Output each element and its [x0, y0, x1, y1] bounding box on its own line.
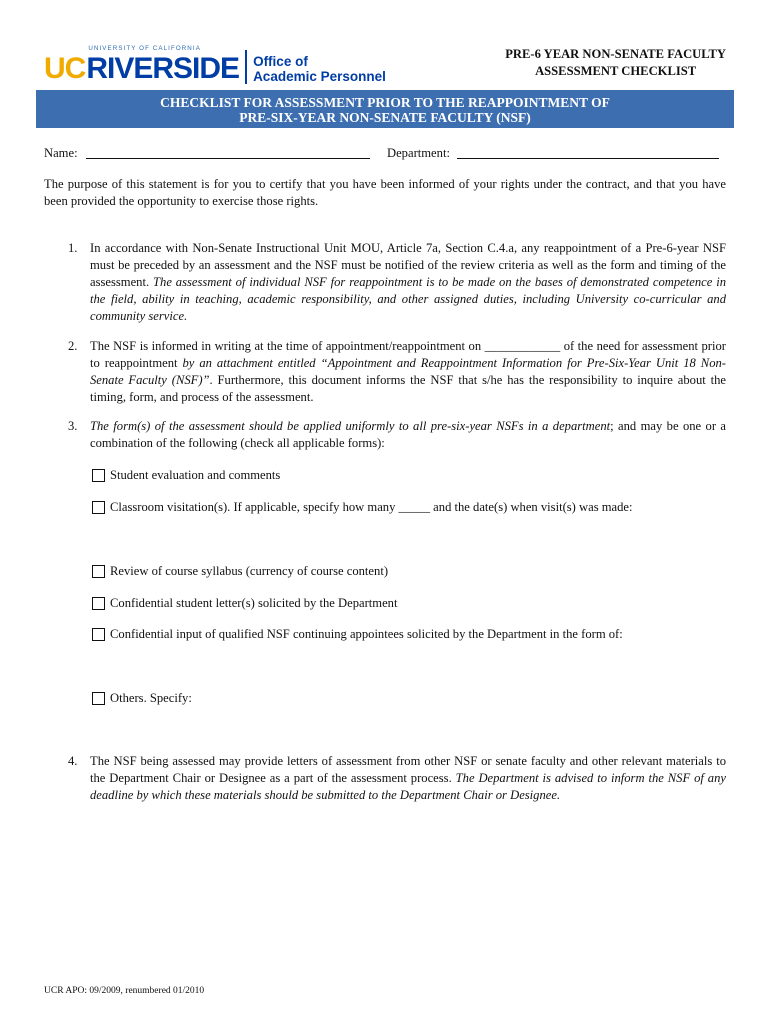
department-field[interactable] [457, 158, 719, 159]
item-number: 3. [68, 419, 78, 433]
checkbox-student-evaluation[interactable] [92, 466, 280, 484]
checkbox-others[interactable] [92, 689, 192, 707]
checkbox-course-syllabus[interactable] [92, 562, 388, 580]
logo-riverside-wrap [86, 45, 240, 85]
checkbox-label: Confidential student letter(s) solicited by the Department [110, 595, 398, 610]
logo-divider [245, 50, 247, 84]
checkbox-icon[interactable] [92, 628, 105, 641]
item-text [90, 418, 726, 452]
item-number: 4. [68, 754, 78, 768]
checkbox-icon[interactable] [92, 565, 105, 578]
logo-office-line1: Office of [253, 54, 308, 69]
item-text-italic: by an attachment entitled “Appointment and Reappointment Information for Pre-Six-Year Unit 18 Non-Senate Faculty (NSF)” [90, 356, 726, 387]
name-field[interactable] [86, 158, 370, 159]
item-text [90, 753, 726, 804]
checkbox-label: Confidential input of qualified NSF continuing appointees solicited by the Department in the form of: [110, 626, 623, 641]
document-title [505, 46, 726, 80]
purpose-statement: The purpose of this statement is for you to certify that you have been informed of your rights under the contract, and that you have been provided the opportunity to exercise those rights. [44, 177, 726, 208]
checklist-banner [36, 90, 734, 128]
document-title-line2: ASSESSMENT CHECKLIST [535, 64, 697, 78]
checkbox-label: Student evaluation and comments [110, 467, 281, 482]
checkbox-label: Classroom visitation(s). If applicable, specify how many _____ and the date(s) when visit(s) was made: [110, 499, 633, 514]
item-number: 1. [68, 241, 78, 255]
item-text-plain: In accordance with Non-Senate Instructional Unit MOU, Article 7a, Section C.4.a, any reappointment of a Pre-6-year NSF must be preceded by an assessment and the NSF must be notified of the review criteria as well as the form and timing of the assessment. [90, 241, 726, 289]
banner-line2: PRE-SIX-YEAR NON-SENATE FACULTY (NSF) [239, 110, 531, 125]
logo-uc-text: UC [44, 52, 86, 85]
banner-line1: CHECKLIST FOR ASSESSMENT PRIOR TO THE REAPPOINTMENT OF [160, 95, 610, 110]
name-label: Name: [44, 146, 78, 160]
item-text-italic: The assessment of individual NSF for reappointment is to be made on the bases of demonstrated competence in the field, ability in teaching, academic responsibility, and other assigned duties, including University co-curricular and community service. [90, 275, 726, 323]
checkbox-icon[interactable] [92, 469, 105, 482]
document-title-line1: PRE-6 YEAR NON-SENATE FACULTY [505, 47, 726, 61]
department-label: Department: [387, 146, 450, 160]
logo-office-line2: Academic Personnel [253, 69, 386, 84]
item-text-italic: The form(s) of the assessment should be applied uniformly to all pre-six-year NSFs in a department [90, 419, 611, 433]
item-text-plain-2: . Furthermore, this document informs the NSF that s/he has the responsibility to inquire about the timing, form, and process of the assessment. [90, 373, 726, 404]
checkbox-icon[interactable] [92, 597, 105, 610]
checkbox-label: Others. Specify: [110, 690, 192, 705]
checkbox-icon[interactable] [92, 501, 105, 514]
logo-office-text [253, 54, 386, 84]
name-department-row [44, 145, 726, 163]
footer-revision: UCR APO: 09/2009, renumbered 01/2010 [44, 986, 205, 996]
logo-riverside-text: RIVERSIDE [86, 52, 240, 85]
item-text [90, 240, 726, 325]
logo-university-line: UNIVERSITY OF CALIFORNIA [88, 45, 201, 52]
item-text-plain: The NSF being assessed may provide letters of assessment from other NSF or senate faculty and other relevant materials to the Department Chair or Designee as a part of the assessment process. [90, 754, 726, 785]
item-text [90, 338, 726, 406]
item-text-plain: The NSF is informed in writing at the time of appointment/reappointment on ____________ of the need for assessment prior to reappointment [90, 339, 726, 370]
ucr-logo [44, 46, 386, 84]
checkbox-label: Review of course syllabus (currency of course content) [110, 563, 389, 578]
checkbox-nsf-input[interactable] [92, 625, 623, 643]
page-header [44, 46, 726, 88]
item-text-italic: The Department is advised to inform the NSF of any deadline by which these materials should be submitted to the Department Chair or Designee. [90, 771, 726, 802]
item-number: 2. [68, 339, 78, 353]
checkbox-classroom-visitation[interactable] [92, 498, 633, 516]
checkbox-student-letters[interactable] [92, 594, 397, 612]
item-text-plain: ; and may be one or a combination of the following (check all applicable forms): [90, 419, 727, 450]
checkbox-icon[interactable] [92, 692, 105, 705]
